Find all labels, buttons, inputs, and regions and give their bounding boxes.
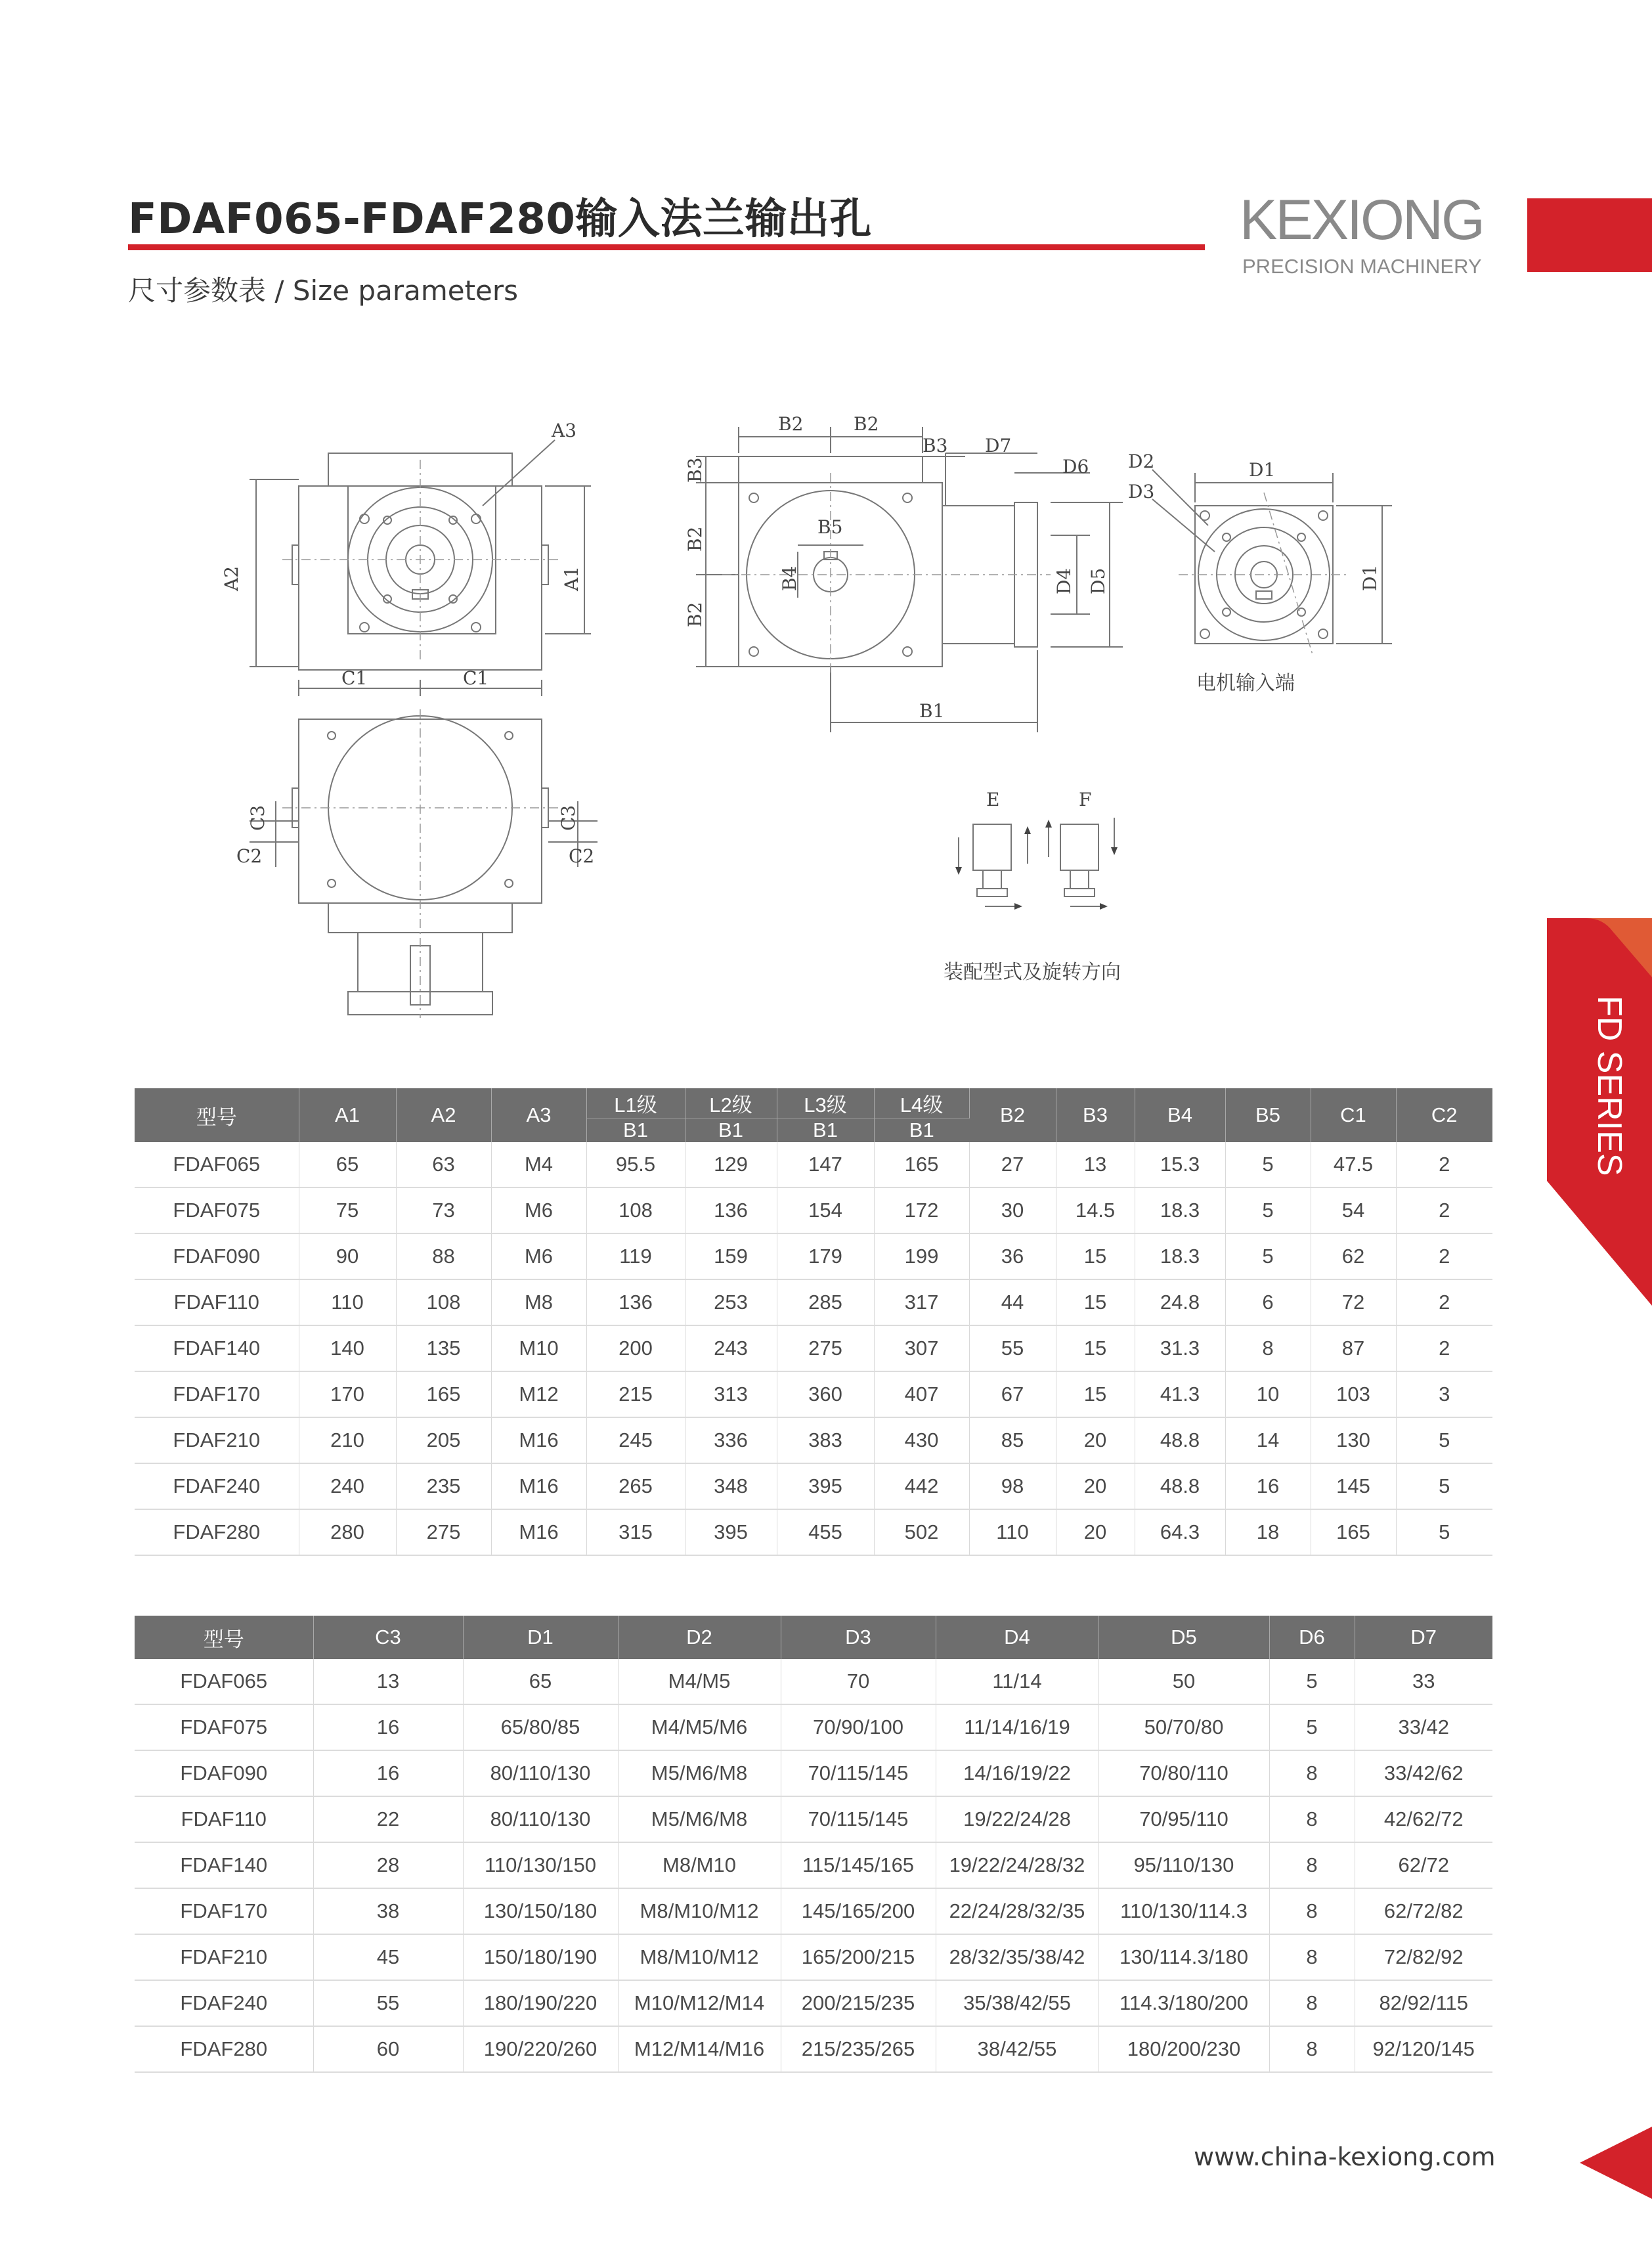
value-cell: 108 [586,1187,685,1233]
header-a3: A3 [491,1088,586,1142]
value-cell: 150/180/190 [463,1934,618,1980]
value-cell: 165 [1311,1509,1396,1555]
value-cell: 70 [781,1659,936,1704]
value-cell: 8 [1269,1750,1355,1796]
assembly-label-e: E [986,789,1000,810]
value-cell: 19/22/24/28 [936,1796,1098,1842]
value-cell: 85 [969,1417,1056,1463]
value-cell: 145/165/200 [781,1888,936,1934]
table-row [135,1980,1492,2026]
value-cell: 136 [685,1187,777,1233]
value-cell: 88 [396,1233,491,1279]
value-cell: M5/M6/M8 [618,1796,781,1842]
value-cell: 170 [299,1371,396,1417]
value-cell: M4 [491,1142,586,1187]
value-cell: 179 [777,1233,874,1279]
value-cell: 6 [1225,1279,1311,1325]
header-l2: L2级 [685,1088,777,1118]
dim-label-b1: B1 [919,700,945,722]
value-cell: 82/92/115 [1355,1980,1492,2026]
dim-label-a3: A3 [552,420,577,441]
value-cell: 430 [874,1417,969,1463]
table-row [135,1659,1492,1704]
dim-label-b3-side: B3 [684,457,706,483]
value-cell: 24.8 [1135,1279,1225,1325]
value-cell: 16 [313,1750,463,1796]
table-row [135,2026,1492,2072]
table-row [135,1371,1492,1417]
table-row [135,1750,1492,1796]
dim-label-d6: D6 [1062,456,1089,477]
value-cell: 50/70/80 [1098,1704,1269,1750]
value-cell: 130 [1311,1417,1396,1463]
value-cell: 98 [969,1463,1056,1509]
value-cell: 383 [777,1417,874,1463]
technical-drawing [0,394,1652,1051]
value-cell: 145 [1311,1463,1396,1509]
value-cell: M16 [491,1417,586,1463]
value-cell: 135 [396,1325,491,1371]
value-cell: 130/114.3/180 [1098,1934,1269,1980]
value-cell: 48.8 [1135,1417,1225,1463]
model-cell: FDAF240 [135,1463,299,1509]
brand-logo-name: KEXIONG [1240,188,1483,252]
value-cell: 165 [874,1142,969,1187]
value-cell: 73 [396,1187,491,1233]
value-cell: 14.5 [1056,1187,1135,1233]
header-l3-b1: B1 [777,1118,874,1143]
value-cell: 136 [586,1279,685,1325]
value-cell: 245 [586,1417,685,1463]
value-cell: 48.8 [1135,1463,1225,1509]
table-row [135,1417,1492,1463]
value-cell: 200/215/235 [781,1980,936,2026]
header2-model: 型号 [135,1616,313,1659]
value-cell: 54 [1311,1187,1396,1233]
value-cell: 215 [586,1371,685,1417]
value-cell: 180/190/220 [463,1980,618,2026]
value-cell: 50 [1098,1659,1269,1704]
model-cell: FDAF210 [135,1417,299,1463]
value-cell: 159 [685,1233,777,1279]
value-cell: M6 [491,1233,586,1279]
value-cell: 16 [313,1704,463,1750]
model-cell: FDAF140 [135,1842,313,1888]
size-table-1 [135,1088,1492,1556]
dim-label-d7: D7 [985,435,1012,456]
value-cell: 31.3 [1135,1325,1225,1371]
value-cell: 70/115/145 [781,1750,936,1796]
value-cell: 18.3 [1135,1233,1225,1279]
series-label-text: FD SERIES [1590,996,1628,1176]
value-cell: 110 [299,1279,396,1325]
dim-label-d1-side: D1 [1359,564,1381,591]
value-cell: 13 [1056,1142,1135,1187]
value-cell: 55 [969,1325,1056,1371]
value-cell: 336 [685,1417,777,1463]
value-cell: 90 [299,1233,396,1279]
table-row [135,1509,1492,1555]
header2-d7: D7 [1355,1616,1492,1659]
dim-label-b2-top-left: B2 [778,413,804,435]
value-cell: 15 [1056,1233,1135,1279]
value-cell: 65 [463,1659,618,1704]
dim-label-d1-top: D1 [1249,459,1276,481]
value-cell: 110/130/150 [463,1842,618,1888]
table-row [135,1934,1492,1980]
value-cell: 72 [1311,1279,1396,1325]
value-cell: 41.3 [1135,1371,1225,1417]
assembly-label-f: F [1079,789,1092,810]
value-cell: 28/32/35/38/42 [936,1934,1098,1980]
value-cell: 129 [685,1142,777,1187]
value-cell: M12 [491,1371,586,1417]
header2-d3: D3 [781,1616,936,1659]
value-cell: 28 [313,1842,463,1888]
value-cell: M8/M10 [618,1842,781,1888]
table-row [135,1463,1492,1509]
header2-d1: D1 [463,1616,618,1659]
model-cell: FDAF240 [135,1980,313,2026]
value-cell: 19/22/24/28/32 [936,1842,1098,1888]
value-cell: 62 [1311,1233,1396,1279]
header-a1: A1 [299,1088,396,1142]
table-row [135,1325,1492,1371]
table-row [135,1888,1492,1934]
value-cell: 5 [1225,1187,1311,1233]
value-cell: M6 [491,1187,586,1233]
value-cell: 44 [969,1279,1056,1325]
value-cell: 114.3/180/200 [1098,1980,1269,2026]
value-cell: 16 [1225,1463,1311,1509]
motor-input-caption: 电机输入端 [1196,672,1295,695]
header2-d4: D4 [936,1616,1098,1659]
value-cell: 5 [1396,1509,1492,1555]
value-cell: 15 [1056,1371,1135,1417]
value-cell: 10 [1225,1371,1311,1417]
dim-label-c2-right: C2 [569,845,595,867]
value-cell: 15 [1056,1279,1135,1325]
header2-d2: D2 [618,1616,781,1659]
value-cell: 5 [1396,1417,1492,1463]
value-cell: 2 [1396,1187,1492,1233]
model-cell: FDAF065 [135,1659,313,1704]
value-cell: 5 [1225,1142,1311,1187]
value-cell: 72/82/92 [1355,1934,1492,1980]
dim-label-a1: A1 [561,565,582,591]
value-cell: 215/235/265 [781,2026,936,2072]
footer-website: www.china-kexiong.com [1194,2142,1496,2171]
value-cell: 3 [1396,1371,1492,1417]
dim-label-c2-left: C2 [236,845,263,867]
table-row [135,1842,1492,1888]
value-cell: 200 [586,1325,685,1371]
page-arrow-icon [1580,2127,1652,2199]
value-cell: 42/62/72 [1355,1796,1492,1842]
header-l2-b1: B1 [685,1118,777,1143]
header2-c3: C3 [313,1616,463,1659]
page-subtitle: 尺寸参数表 / Size parameters [128,275,519,307]
brand-accent-bar [1527,198,1652,272]
value-cell: 103 [1311,1371,1396,1417]
value-cell: M8 [491,1279,586,1325]
value-cell: 65 [299,1142,396,1187]
value-cell: 210 [299,1417,396,1463]
header-l1-b1: B1 [586,1118,685,1143]
value-cell: 33/42 [1355,1704,1492,1750]
value-cell: 395 [685,1509,777,1555]
table-row [135,1142,1492,1187]
value-cell: 18.3 [1135,1187,1225,1233]
value-cell: 243 [685,1325,777,1371]
header-l4-b1: B1 [874,1118,969,1143]
value-cell: 80/110/130 [463,1750,618,1796]
dim-label-b3-top: B3 [923,435,948,456]
value-cell: 110 [969,1509,1056,1555]
value-cell: 70/80/110 [1098,1750,1269,1796]
dim-label-d2: D2 [1128,451,1155,472]
model-cell: FDAF280 [135,1509,299,1555]
table-row [135,1704,1492,1750]
table1-body [135,1142,1492,1555]
dim-label-b4: B4 [779,565,800,591]
value-cell: 2 [1396,1279,1492,1325]
model-cell: FDAF065 [135,1142,299,1187]
value-cell: 442 [874,1463,969,1509]
value-cell: 407 [874,1371,969,1417]
value-cell: M8/M10/M12 [618,1934,781,1980]
value-cell: 8 [1269,1934,1355,1980]
value-cell: 33 [1355,1659,1492,1704]
dim-label-b5: B5 [817,516,843,538]
value-cell: 63 [396,1142,491,1187]
table-row [135,1279,1492,1325]
value-cell: 253 [685,1279,777,1325]
dim-label-a2: A2 [221,565,242,591]
page-title: FDAF065-FDAF280输入法兰输出孔 [128,195,872,244]
value-cell: 8 [1269,1796,1355,1842]
value-cell: 199 [874,1233,969,1279]
dim-label-c1-right: C1 [463,667,489,689]
value-cell: M16 [491,1509,586,1555]
dim-label-d4: D4 [1053,567,1075,594]
value-cell: 14/16/19/22 [936,1750,1098,1796]
value-cell: 2 [1396,1233,1492,1279]
value-cell: 20 [1056,1509,1135,1555]
value-cell: 65/80/85 [463,1704,618,1750]
model-cell: FDAF170 [135,1371,299,1417]
dim-label-d3: D3 [1128,481,1155,502]
value-cell: 180/200/230 [1098,2026,1269,2072]
title-underline [128,244,1205,250]
table-row [135,1233,1492,1279]
value-cell: 2 [1396,1142,1492,1187]
header-b2: B2 [969,1088,1056,1142]
value-cell: 110/130/114.3 [1098,1888,1269,1934]
value-cell: 95.5 [586,1142,685,1187]
header-b3: B3 [1056,1088,1135,1142]
value-cell: 5 [1396,1463,1492,1509]
dim-label-c3-left: C3 [247,805,269,831]
value-cell: 15 [1056,1325,1135,1371]
value-cell: 280 [299,1509,396,1555]
value-cell: 348 [685,1463,777,1509]
value-cell: 18 [1225,1509,1311,1555]
dim-label-d5: D5 [1087,567,1109,594]
value-cell: 14 [1225,1417,1311,1463]
value-cell: 5 [1269,1659,1355,1704]
value-cell: 205 [396,1417,491,1463]
value-cell: 11/14 [936,1659,1098,1704]
value-cell: M10 [491,1325,586,1371]
value-cell: 67 [969,1371,1056,1417]
value-cell: 360 [777,1371,874,1417]
value-cell: 45 [313,1934,463,1980]
value-cell: 20 [1056,1417,1135,1463]
value-cell: 108 [396,1279,491,1325]
value-cell: M10/M12/M14 [618,1980,781,2026]
value-cell: 115/145/165 [781,1842,936,1888]
header2-d5: D5 [1098,1616,1269,1659]
value-cell: 11/14/16/19 [936,1704,1098,1750]
header-b4: B4 [1135,1088,1225,1142]
value-cell: 395 [777,1463,874,1509]
value-cell: M4/M5 [618,1659,781,1704]
table-row [135,1796,1492,1842]
value-cell: 38 [313,1888,463,1934]
header-model: 型号 [135,1088,299,1142]
header-l4: L4级 [874,1088,969,1118]
model-cell: FDAF170 [135,1888,313,1934]
table2-body [135,1659,1492,2072]
model-cell: FDAF075 [135,1704,313,1750]
table-row [135,1187,1492,1233]
value-cell: 315 [586,1509,685,1555]
value-cell: 275 [777,1325,874,1371]
value-cell: 8 [1225,1325,1311,1371]
dim-label-b2-top-right: B2 [854,413,879,435]
value-cell: 62/72/82 [1355,1888,1492,1934]
value-cell: 64.3 [1135,1509,1225,1555]
value-cell: 62/72 [1355,1842,1492,1888]
value-cell: 36 [969,1233,1056,1279]
value-cell: 165/200/215 [781,1934,936,1980]
value-cell: M12/M14/M16 [618,2026,781,2072]
value-cell: 5 [1225,1233,1311,1279]
value-cell: 33/42/62 [1355,1750,1492,1796]
value-cell: 70/115/145 [781,1796,936,1842]
model-cell: FDAF280 [135,2026,313,2072]
value-cell: 87 [1311,1325,1396,1371]
value-cell: 70/95/110 [1098,1796,1269,1842]
value-cell: 313 [685,1371,777,1417]
value-cell: 22/24/28/32/35 [936,1888,1098,1934]
dim-label-c3-right: C3 [557,805,579,831]
value-cell: 285 [777,1279,874,1325]
value-cell: 75 [299,1187,396,1233]
value-cell: M16 [491,1463,586,1509]
value-cell: 95/110/130 [1098,1842,1269,1888]
value-cell: 119 [586,1233,685,1279]
value-cell: 317 [874,1279,969,1325]
value-cell: 20 [1056,1463,1135,1509]
value-cell: 27 [969,1142,1056,1187]
value-cell: 455 [777,1509,874,1555]
value-cell: 265 [586,1463,685,1509]
header-b5: B5 [1225,1088,1311,1142]
dim-label-b2-side-upper: B2 [684,526,706,552]
value-cell: 60 [313,2026,463,2072]
value-cell: 13 [313,1659,463,1704]
value-cell: 172 [874,1187,969,1233]
value-cell: 55 [313,1980,463,2026]
model-cell: FDAF110 [135,1796,313,1842]
value-cell: 8 [1269,1888,1355,1934]
value-cell: 140 [299,1325,396,1371]
value-cell: 8 [1269,1842,1355,1888]
model-cell: FDAF090 [135,1750,313,1796]
dim-label-b2-side-lower: B2 [684,602,706,627]
header-l3: L3级 [777,1088,874,1118]
model-cell: FDAF140 [135,1325,299,1371]
value-cell: 35/38/42/55 [936,1980,1098,2026]
dim-label-c1-left: C1 [341,667,368,689]
brand-logo-tagline: PRECISION MACHINERY [1242,255,1482,278]
value-cell: 154 [777,1187,874,1233]
value-cell: 47.5 [1311,1142,1396,1187]
value-cell: 22 [313,1796,463,1842]
header-c2: C2 [1396,1088,1492,1142]
value-cell: 165 [396,1371,491,1417]
model-cell: FDAF075 [135,1187,299,1233]
value-cell: 130/150/180 [463,1888,618,1934]
value-cell: 235 [396,1463,491,1509]
value-cell: 38/42/55 [936,2026,1098,2072]
header-a2: A2 [396,1088,491,1142]
value-cell: 8 [1269,2026,1355,2072]
value-cell: 30 [969,1187,1056,1233]
model-cell: FDAF090 [135,1233,299,1279]
value-cell: 8 [1269,1980,1355,2026]
header-l1: L1级 [586,1088,685,1118]
header2-d6: D6 [1269,1616,1355,1659]
value-cell: 15.3 [1135,1142,1225,1187]
value-cell: 275 [396,1509,491,1555]
assembly-caption: 装配型式及旋转方向 [944,961,1121,984]
value-cell: M5/M6/M8 [618,1750,781,1796]
size-table-2 [135,1616,1492,2073]
value-cell: 2 [1396,1325,1492,1371]
value-cell: 147 [777,1142,874,1187]
value-cell: 240 [299,1463,396,1509]
value-cell: 5 [1269,1704,1355,1750]
model-cell: FDAF110 [135,1279,299,1325]
value-cell: M4/M5/M6 [618,1704,781,1750]
value-cell: 70/90/100 [781,1704,936,1750]
value-cell: 307 [874,1325,969,1371]
value-cell: M8/M10/M12 [618,1888,781,1934]
model-cell: FDAF210 [135,1934,313,1980]
value-cell: 92/120/145 [1355,2026,1492,2072]
value-cell: 80/110/130 [463,1796,618,1842]
value-cell: 190/220/260 [463,2026,618,2072]
value-cell: 502 [874,1509,969,1555]
header-c1: C1 [1311,1088,1396,1142]
